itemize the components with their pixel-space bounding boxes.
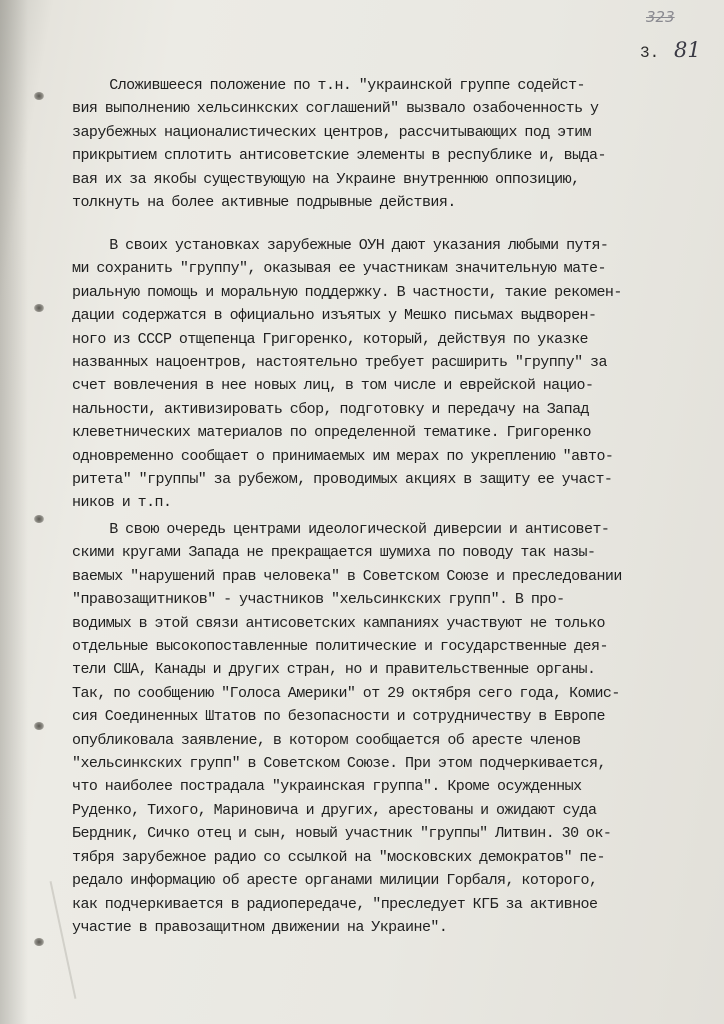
text-line: прикрытием сплотить антисоветские элементы в республике и, выда- — [72, 147, 606, 165]
text-line: Сложившееся положение по т.н. "украинской группе содейст- — [72, 77, 585, 94]
paragraph-1 — [72, 74, 700, 214]
binding-hole — [34, 938, 44, 946]
text-line: зарубежных националистических центров, рассчитывающих под этим — [72, 123, 591, 141]
binding-hole — [34, 92, 44, 100]
text-line: Бердник, Сичко отец и сын, новый участник "группы" Литвин. 30 ок- — [72, 825, 612, 843]
text-line: водимых в этой связи антисоветских кампаниях участвуют не только — [72, 614, 605, 632]
text-line: В своих установках зарубежные ОУН дают указания любыми путя- — [72, 237, 609, 254]
text-line: клеветнических материалов по определенной тематике. Григоренко — [72, 424, 591, 442]
text-line: вия выполнению хельсинкских соглашений" вызвало озабоченность у — [72, 100, 599, 118]
text-line: ников и т.п. — [72, 494, 172, 512]
paragraph-2 — [72, 234, 700, 515]
text-line: нальности, активизировать сбор, подготовку и передачу на Запад — [72, 400, 589, 418]
handwritten-page-number: 81 — [674, 38, 701, 62]
text-line: дации содержатся в официально изъятых у Мешко письмах выдворен- — [72, 307, 597, 325]
old-page-number: 323 — [646, 8, 675, 26]
text-line: опубликовала заявление, в котором сообщается об аресте членов — [72, 731, 581, 749]
text-line: ного из СССР отщепенца Григоренко, который, действуя по указке — [72, 330, 588, 348]
text-line: счет вовлечения в нее новых лиц, в том числе и еврейской нацио- — [72, 377, 594, 395]
text-line: тября зарубежное радио со ссылкой на "московских демократов" пе- — [72, 848, 605, 866]
text-line: одновременно сообщает о принимаемых им мерах по укреплению "авто- — [72, 447, 614, 465]
text-line: сия Соединенных Штатов по безопасности и сотрудничеству в Европе — [72, 708, 605, 726]
binding-hole — [34, 515, 44, 523]
typed-page-number: 3. — [640, 44, 660, 62]
binding-hole — [34, 304, 44, 312]
paragraph-3 — [72, 518, 700, 939]
text-line: "хельсинкских групп" в Советском Союзе. При этом подчеркивается, — [72, 755, 606, 773]
text-line: скими кругами Запада не прекращается шумиха по поводу так назы- — [72, 544, 596, 562]
text-line: риальную помощь и моральную поддержку. В частности, такие рекомен- — [72, 283, 622, 301]
text-line: как подчеркивается в радиопередаче, "преследует КГБ за активное — [72, 895, 598, 913]
text-line: "правозащитников" - участников "хельсинкских групп". В про- — [72, 591, 565, 609]
text-line: ваемых "нарушений прав человека" в Советском Союзе и преследовании — [72, 567, 622, 585]
text-line: толкнуть на более активные подрывные действия. — [72, 194, 456, 212]
text-line: отдельные высокопоставленные политические и государственные дея- — [72, 638, 608, 656]
page-edge-shadow — [0, 0, 28, 1024]
text-line: Руденко, Тихого, Мариновича и других, арестованы и ожидают суда — [72, 801, 597, 819]
binding-hole — [34, 722, 44, 730]
text-line: Так, по сообщению "Голоса Америки" от 29 октября сего года, Комис- — [72, 684, 620, 702]
text-line: тели США, Канады и других стран, но и правительственные органы. — [72, 661, 596, 679]
text-line: участие в правозащитном движении на Украине". — [72, 918, 448, 936]
text-line: названных нацоентров, настоятельно требует расширить "группу" за — [72, 354, 607, 372]
text-line: ритета" "группы" за рубежом, проводимых акциях в защиту ее участ- — [72, 471, 613, 489]
text-line: редало информацию об аресте органами милиции Горбаля, которого, — [72, 872, 598, 890]
text-line: что наиболее пострадала "украинская группа". Кроме осужденных — [72, 778, 582, 796]
text-line: В свою очередь центрами идеологической диверсии и антисовет- — [72, 521, 610, 538]
text-line: вая их за якобы существующую на Украине внутреннюю оппозицию, — [72, 170, 580, 188]
text-line: ми сохранить "группу", оказывая ее участникам значительную мате- — [72, 260, 606, 278]
